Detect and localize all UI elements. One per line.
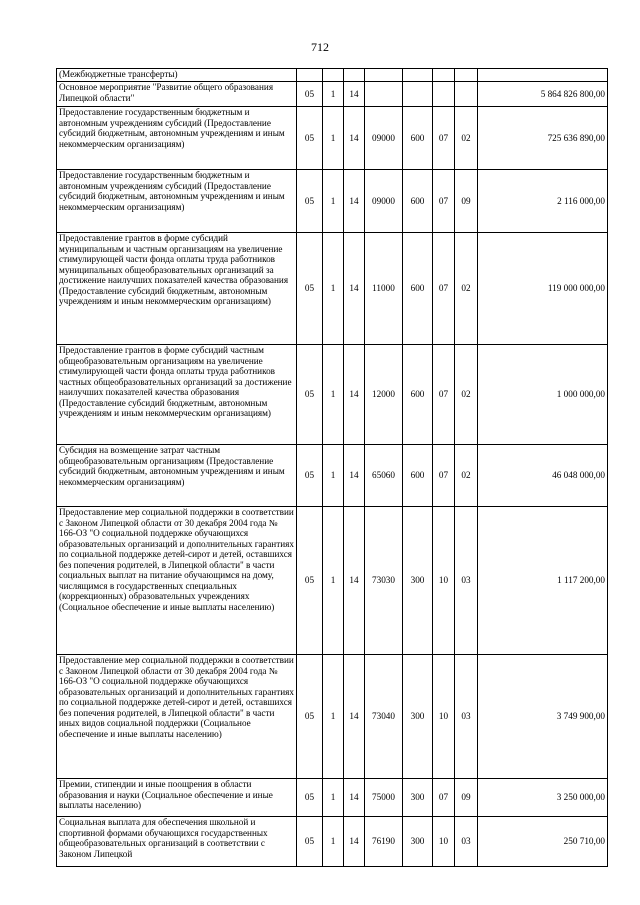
code-section: 07 <box>433 170 455 233</box>
amount: 46 048 000,00 <box>478 445 608 507</box>
table-row <box>57 233 608 345</box>
code-event: 14 <box>344 779 365 817</box>
code-expense-type: 300 <box>403 817 433 867</box>
code-event: 14 <box>344 507 365 655</box>
code-direction: 76190 <box>365 817 403 867</box>
code-subprogram: 1 <box>323 779 344 817</box>
code-section <box>433 69 455 82</box>
code-section <box>433 82 455 107</box>
table-row <box>57 345 608 445</box>
code-subprogram: 1 <box>323 507 344 655</box>
code-subprogram: 1 <box>323 655 344 779</box>
code-expense-type: 300 <box>403 779 433 817</box>
code-expense-type: 600 <box>403 445 433 507</box>
code-expense-type: 300 <box>403 507 433 655</box>
page-number: 712 <box>311 40 329 54</box>
code-direction: 09000 <box>365 107 403 170</box>
code-program: 05 <box>297 779 323 817</box>
row-description: Предоставление государственным бюджетным и автономным учреждениям субсидий (Предоставление субсидий бюджетным, автономным учреждениям и иным некоммерческим организациям) <box>57 107 297 170</box>
code-section: 10 <box>433 507 455 655</box>
code-subprogram: 1 <box>323 345 344 445</box>
table-row <box>57 779 608 817</box>
code-subprogram: 1 <box>323 817 344 867</box>
amount <box>478 69 608 82</box>
code-program: 05 <box>297 655 323 779</box>
row-description: Предоставление государственным бюджетным и автономным учреждениям субсидий (Предоставление субсидий бюджетным, автономным учреждениям и иным некоммерческим организациям) <box>57 170 297 233</box>
code-event: 14 <box>344 233 365 345</box>
row-description: Предоставление грантов в форме субсидий частным общеобразовательным организациям на увеличение стимулирующей части фонда оплаты труда работников частных общеобразовательных организаций за достижение наилучших показателей качества образования (Предоставление субсидий бюджетным, автономным учреждениям и иным некоммерческим организациям) <box>57 345 297 445</box>
code-section: 07 <box>433 345 455 445</box>
code-section: 10 <box>433 817 455 867</box>
table-row <box>57 445 608 507</box>
table-row <box>57 507 608 655</box>
code-subsection <box>455 69 478 82</box>
table-row <box>57 655 608 779</box>
code-direction: 75000 <box>365 779 403 817</box>
code-section: 10 <box>433 655 455 779</box>
code-direction: 11000 <box>365 233 403 345</box>
amount: 2 116 000,00 <box>478 170 608 233</box>
row-description: Предоставление мер социальной поддержки в соответствии с Законом Липецкой области от 30 декабря 2004 года № 166-ОЗ "О социальной поддержке обучающихся образовательных организаций и дополнительных гарантиях по социальной поддержке детей-сирот и детей, оставшихся без попечения родителей, в Липецкой области" в части иных видов социальной поддержки (Социальное обеспечение и иные выплаты населению) <box>57 655 297 779</box>
row-description: Премии, стипендии и иные поощрения в области образования и науки (Социальное обеспечение и иные выплаты населению) <box>57 779 297 817</box>
code-event: 14 <box>344 170 365 233</box>
table-row <box>57 817 608 867</box>
code-program: 05 <box>297 507 323 655</box>
row-description: Предоставление мер социальной поддержки в соответствии с Законом Липецкой области от 30 декабря 2004 года № 166-ОЗ "О социальной поддержке обучающихся образовательных организаций и дополнительных гарантиях по социальной поддержке детей-сирот и детей, оставшихся без попечения родителей, в Липецкой области" в части социальных выплат на питание обучающимся на дому, числящимся в государственных специальных (коррекционных) образовательных учреждениях (Социальное обеспечение и иные выплаты населению) <box>57 507 297 655</box>
amount: 5 864 826 800,00 <box>478 82 608 107</box>
code-subsection: 02 <box>455 445 478 507</box>
budget-table <box>56 68 608 867</box>
code-event: 14 <box>344 817 365 867</box>
code-subsection: 03 <box>455 655 478 779</box>
code-direction: 73030 <box>365 507 403 655</box>
code-program: 05 <box>297 170 323 233</box>
code-direction: 73040 <box>365 655 403 779</box>
code-subsection: 09 <box>455 779 478 817</box>
code-subsection: 03 <box>455 507 478 655</box>
row-description: (Межбюджетные трансферты) <box>57 69 297 82</box>
code-direction <box>365 82 403 107</box>
code-program <box>297 69 323 82</box>
code-event <box>344 69 365 82</box>
amount: 725 636 890,00 <box>478 107 608 170</box>
code-section: 07 <box>433 445 455 507</box>
code-event: 14 <box>344 655 365 779</box>
amount: 1 117 200,00 <box>478 507 608 655</box>
code-subprogram <box>323 69 344 82</box>
code-program: 05 <box>297 82 323 107</box>
code-event: 14 <box>344 82 365 107</box>
code-expense-type: 600 <box>403 233 433 345</box>
table-row <box>57 82 608 107</box>
amount: 3 749 900,00 <box>478 655 608 779</box>
code-expense-type <box>403 69 433 82</box>
code-expense-type: 600 <box>403 345 433 445</box>
row-description: Социальная выплата для обеспечения школьной и спортивной формами обучающихся государственных общеобразовательных организаций в соответствии с Законом Липецкой <box>57 817 297 867</box>
table-row <box>57 170 608 233</box>
code-subsection: 09 <box>455 170 478 233</box>
code-subsection: 03 <box>455 817 478 867</box>
amount: 1 000 000,00 <box>478 345 608 445</box>
code-subprogram: 1 <box>323 82 344 107</box>
code-subsection: 02 <box>455 107 478 170</box>
row-description: Субсидия на возмещение затрат частным общеобразовательным организациям (Предоставление субсидий бюджетным, автономным учреждениям и иным некоммерческим организациям) <box>57 445 297 507</box>
code-program: 05 <box>297 445 323 507</box>
code-program: 05 <box>297 107 323 170</box>
row-description: Предоставление грантов в форме субсидий муниципальным и частным организациям на увеличение стимулирующей части фонда оплаты труда работников муниципальных общеобразовательных организаций за достижение наилучших показателей качества образования (Предоставление субсидий бюджетным, автономным учреждениям и иным некоммерческим организациям) <box>57 233 297 345</box>
code-subsection: 02 <box>455 233 478 345</box>
row-description: Основное мероприятие "Развитие общего образования Липецкой области" <box>57 82 297 107</box>
code-section: 07 <box>433 107 455 170</box>
code-subprogram: 1 <box>323 107 344 170</box>
code-expense-type <box>403 82 433 107</box>
code-program: 05 <box>297 345 323 445</box>
amount: 250 710,00 <box>478 817 608 867</box>
code-program: 05 <box>297 817 323 867</box>
code-subsection <box>455 82 478 107</box>
code-program: 05 <box>297 233 323 345</box>
code-section: 07 <box>433 779 455 817</box>
code-event: 14 <box>344 445 365 507</box>
table-row <box>57 69 608 82</box>
code-direction: 65060 <box>365 445 403 507</box>
code-subprogram: 1 <box>323 170 344 233</box>
code-expense-type: 600 <box>403 170 433 233</box>
code-subprogram: 1 <box>323 233 344 345</box>
code-section: 07 <box>433 233 455 345</box>
code-event: 14 <box>344 107 365 170</box>
code-expense-type: 300 <box>403 655 433 779</box>
amount: 119 000 000,00 <box>478 233 608 345</box>
table-row <box>57 107 608 170</box>
code-event: 14 <box>344 345 365 445</box>
code-direction: 09000 <box>365 170 403 233</box>
code-direction: 12000 <box>365 345 403 445</box>
code-subsection: 02 <box>455 345 478 445</box>
code-expense-type: 600 <box>403 107 433 170</box>
code-subprogram: 1 <box>323 445 344 507</box>
code-direction <box>365 69 403 82</box>
amount: 3 250 000,00 <box>478 779 608 817</box>
